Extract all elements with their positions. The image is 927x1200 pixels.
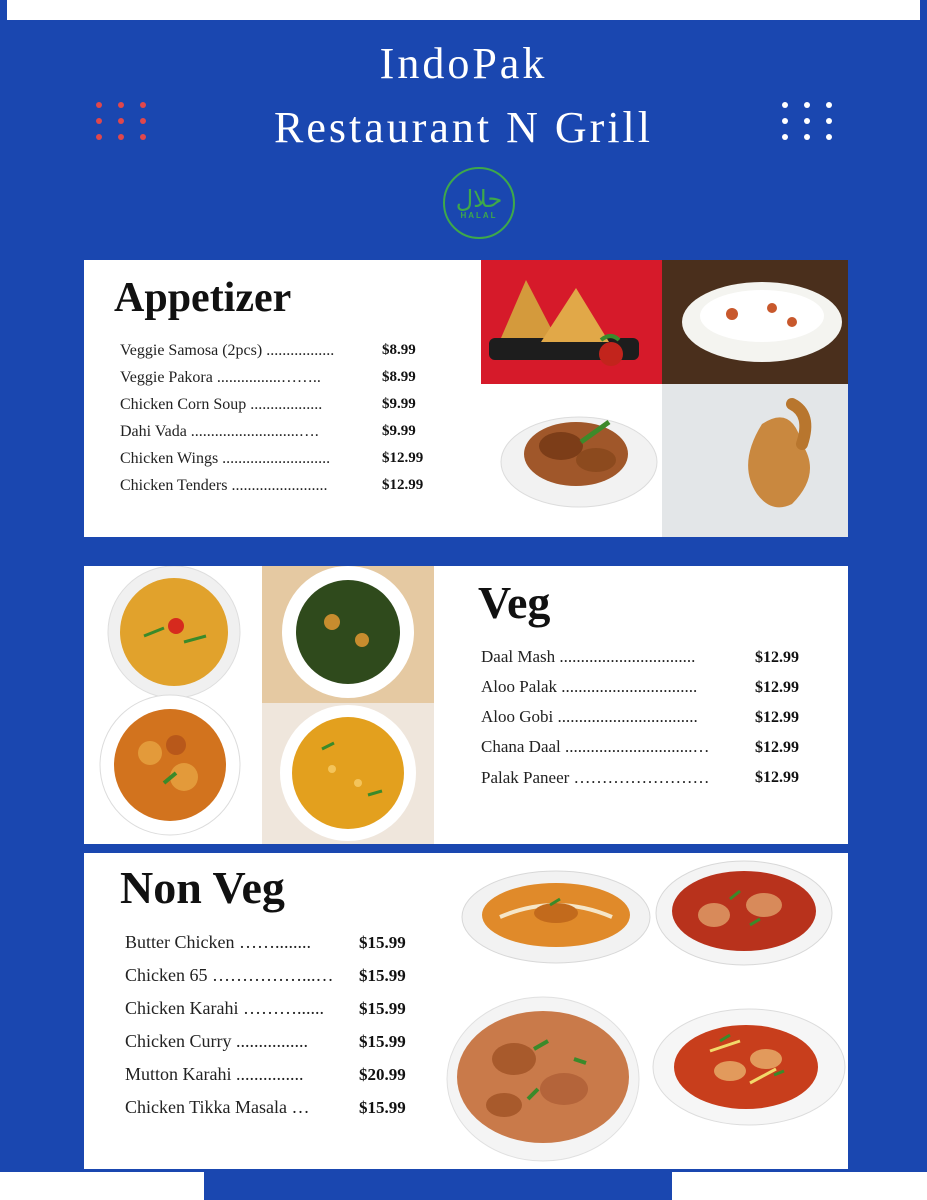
decorative-dots-right [782,102,834,140]
chicken-tenders-photo [662,384,848,537]
veg-heading: Veg [478,577,551,628]
appetizer-section [84,260,848,537]
bottom-border-strip-right [672,1172,927,1200]
chana-daal-photo [262,703,434,844]
menu-item: Chicken Karahi ………...... $15.99 [125,998,406,1018]
restaurant-name-line2: Restaurant N Grill [273,103,654,152]
bottom-border-strip-left [0,1172,204,1200]
menu-item: Chicken Corn Soup .................. $9.99 [120,396,416,413]
non-veg-heading: Non Veg [120,862,285,913]
menu-item: Daal Mash ................................ $12.99 [481,647,799,666]
menu-item: Mutton Karahi ............... $20.99 [125,1064,406,1084]
veg-section [84,566,848,844]
samosa-photo [481,260,662,384]
menu-item: Chicken Tikka Masala … $15.99 [125,1097,406,1117]
appetizer-heading: Appetizer [114,275,292,321]
menu-item: Butter Chicken ……........ $15.99 [125,932,406,952]
non-veg-section [84,853,848,1169]
menu-item: Veggie Pakora ................…….. $8.99 [120,369,416,386]
aloo-gobi-photo [84,693,262,844]
chicken-curry-photo [654,859,834,969]
menu-item: Chicken Curry ................ $15.99 [125,1031,406,1051]
menu-item: Palak Paneer …………………… $12.99 [481,768,799,787]
dahi-vada-photo [662,260,848,384]
menu-item: Dahi Vada ...........................…. $9.99 [120,423,416,440]
pakora-photo [481,384,662,537]
decorative-dots-left [96,102,148,140]
halal-logo: حلال HALAL [443,167,515,239]
chicken-karahi-photo [444,989,642,1169]
tikka-masala-photo [650,1001,848,1133]
menu-item: Chicken Tenders ........................ $12.99 [120,477,424,494]
top-border-strip [7,0,920,20]
menu-item: Chana Daal ..............................… $12.99 [481,737,799,756]
menu-item: Chicken Wings ........................... $12.99 [120,450,424,467]
butter-chicken-photo [460,867,652,967]
menu-item: Aloo Palak ................................ $12.99 [481,677,799,696]
menu-item: Chicken 65 ……………...… $15.99 [125,965,406,985]
menu-item: Aloo Gobi ................................. $12.99 [481,707,799,726]
restaurant-name-line1: IndoPak [379,39,548,88]
menu-item: Veggie Samosa (2pcs) ................. $8.99 [120,342,416,359]
aloo-palak-photo [262,566,434,703]
